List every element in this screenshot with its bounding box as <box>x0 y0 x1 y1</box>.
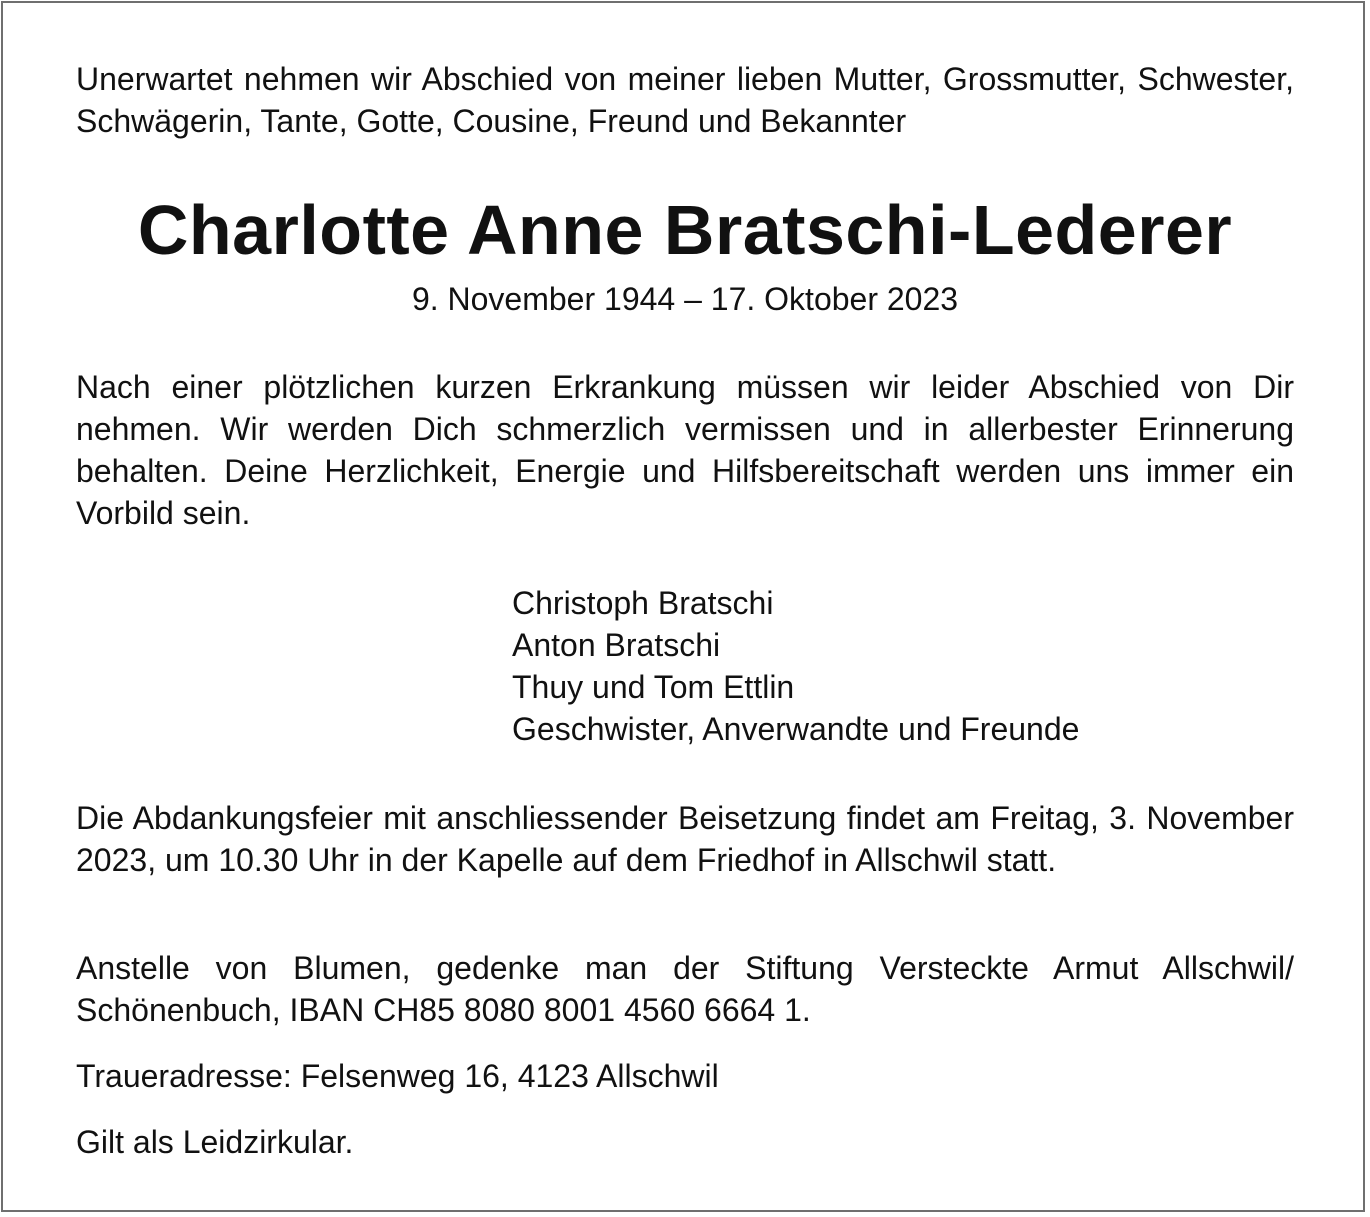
signer-name: Geschwister, Anverwandte und Freunde <box>512 711 1080 747</box>
mourning-address: Traueradresse: Felsenweg 16, 4123 Allschwil <box>76 1058 719 1094</box>
signer-name: Christoph Bratschi <box>512 585 774 621</box>
signer-name: Thuy und Tom Ettlin <box>512 669 795 705</box>
intro-text: Unerwartet nehmen wir Abschied von meiner lieben Mutter, Grossmutter, Schwester, Schwägerin, Tante, Gotte, Cousine, Freund und Bekannter <box>76 61 1294 139</box>
signer-name: Anton Bratschi <box>512 627 721 663</box>
life-dates: 9. November 1944 – 17. Oktober 2023 <box>411 281 959 317</box>
ceremony-info: Die Abdankungsfeier mit anschliessender Beisetzung findet am Freitag, 3. November 2023, um 10.30 Uhr in der Kapelle auf dem Friedhof in Allschwil statt. <box>76 800 1294 878</box>
deceased-name: Charlotte Anne Bratschi-Lederer <box>137 191 1233 269</box>
donation-info: Anstelle von Blumen, gedenke man der Stiftung Versteckte Armut Allschwil/ Schönenbuch, IBAN CH85 8080 8001 4560 6664 1. <box>76 950 1294 1028</box>
signers-list <box>512 582 1079 750</box>
circular-notice: Gilt als Leidzirkular. <box>76 1124 354 1160</box>
farewell-message: Nach einer plötzlichen kurzen Erkrankung müssen wir leider Abschied von Dir nehmen. Wir werden Dich schmerzlich vermissen und in allerbester Erinnerung behalten. Deine Herzlichkeit, Energie und Hilfsbereitschaft werden uns immer ein Vorbild sein. <box>76 369 1294 531</box>
